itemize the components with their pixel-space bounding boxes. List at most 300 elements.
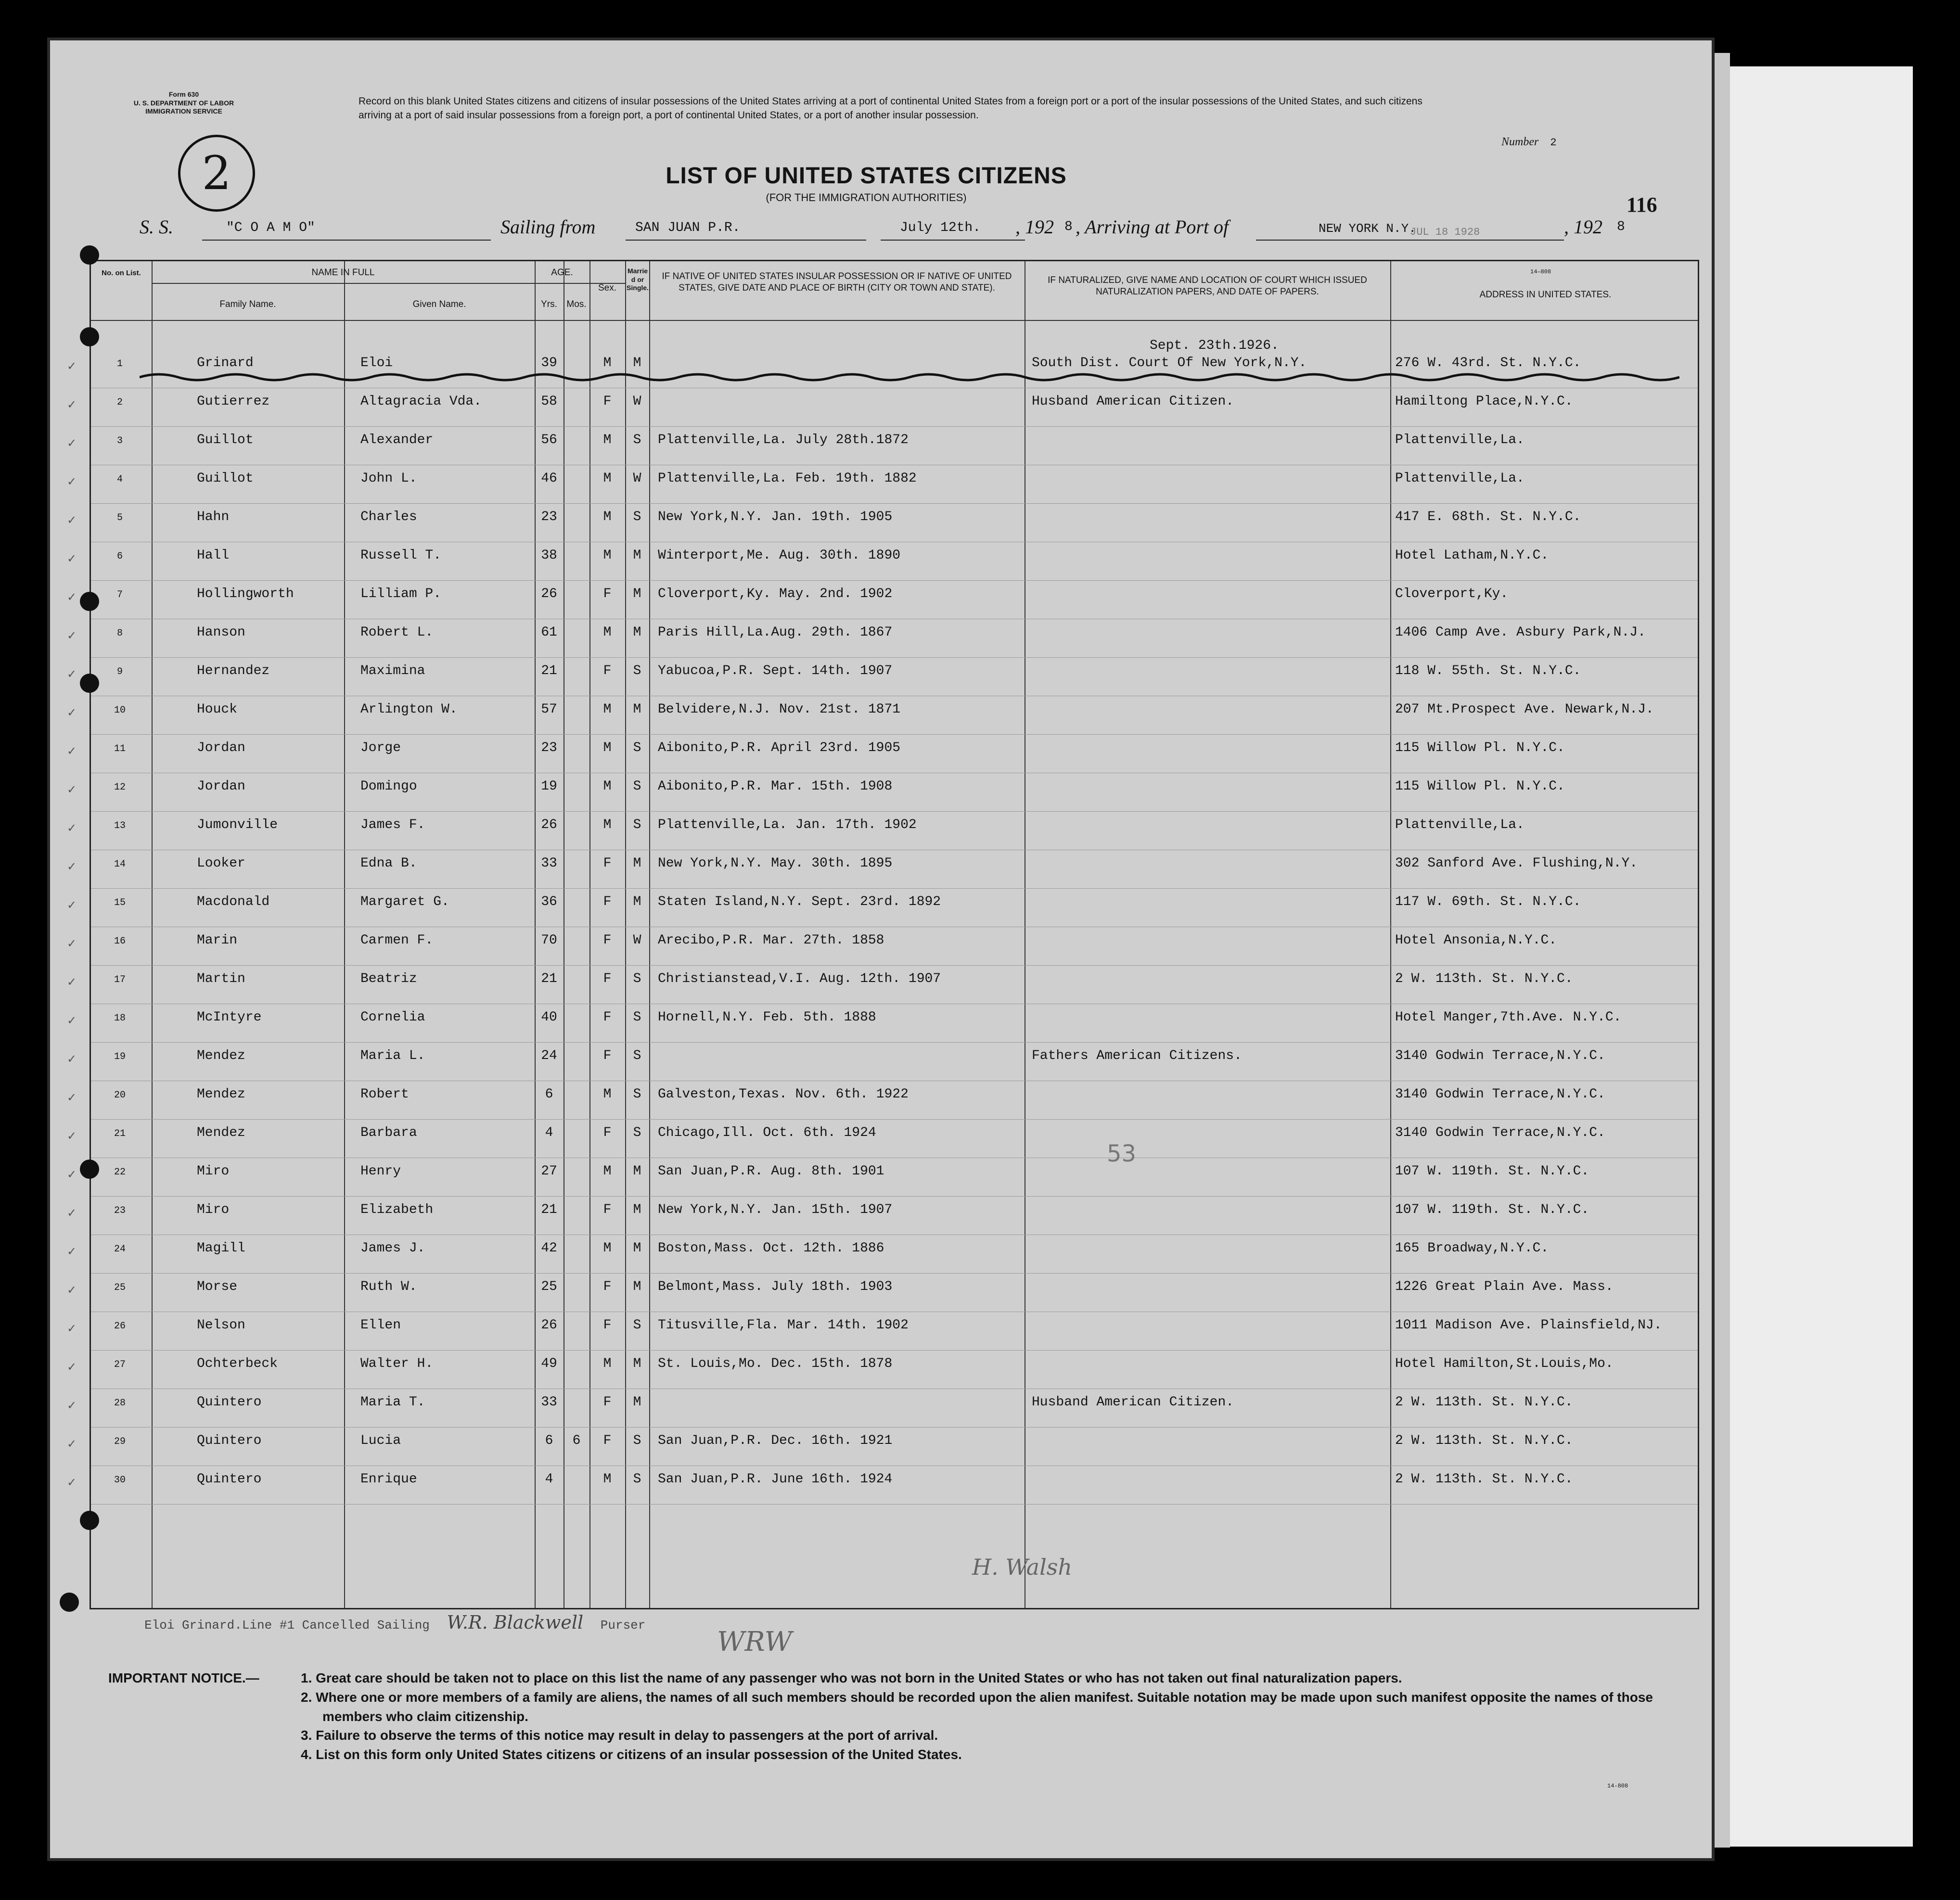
marital-status: S	[633, 817, 641, 832]
family-name: McIntyre	[197, 1010, 262, 1025]
birth-place-date: Galveston,Texas. Nov. 6th. 1922	[658, 1087, 909, 1102]
passenger-table	[67, 260, 1699, 1609]
table-row	[67, 1312, 1698, 1351]
age-years: 40	[541, 1010, 557, 1025]
address: 2 W. 113th. St. N.Y.C.	[1395, 1395, 1573, 1410]
marital-status: S	[633, 663, 641, 678]
age-years: 6	[545, 1087, 553, 1102]
row-number: 16	[114, 936, 126, 947]
address: 115 Willow Pl. N.Y.C.	[1395, 779, 1565, 794]
age-years: 33	[541, 1395, 557, 1410]
address: 107 W. 119th. St. N.Y.C.	[1395, 1202, 1589, 1217]
family-name: Hollingworth	[197, 587, 294, 601]
naturalization: Husband American Citizen.	[1032, 394, 1234, 409]
check-mark-icon: ✓	[67, 860, 77, 873]
age-years: 49	[541, 1356, 557, 1371]
punch-hole	[60, 1593, 79, 1612]
check-mark-icon: ✓	[67, 1322, 77, 1335]
birth-place-date: New York,N.Y. May. 30th. 1895	[658, 856, 893, 871]
sex: M	[603, 1356, 612, 1371]
check-mark-icon: ✓	[67, 1437, 77, 1451]
given-name: Henry	[360, 1164, 401, 1179]
address: 3140 Godwin Terrace,N.Y.C.	[1395, 1048, 1605, 1063]
row-number: 10	[114, 705, 126, 716]
table-row	[67, 735, 1698, 773]
marital-status: S	[633, 1010, 641, 1025]
address: 3140 Godwin Terrace,N.Y.C.	[1395, 1125, 1605, 1140]
table-row	[67, 1004, 1698, 1043]
given-name: Jorge	[360, 740, 401, 755]
age-years: 19	[541, 779, 557, 794]
given-name: Cornelia	[360, 1010, 425, 1025]
check-mark-icon: ✓	[67, 1476, 77, 1489]
check-mark-icon: ✓	[67, 1168, 77, 1181]
year-prefix-1: , 192	[1015, 216, 1054, 238]
birth-place-date: Christianstead,V.I. Aug. 12th. 1907	[658, 971, 941, 986]
given-name: Lilliam P.	[360, 587, 442, 601]
next-page-edge	[1711, 66, 1913, 1847]
given-name: Robert L.	[360, 625, 434, 640]
punch-hole	[80, 1511, 99, 1530]
notice-item: 3. Failure to observe the terms of this notice may result in delay to passengers at the port of arrival.	[301, 1728, 938, 1743]
marital-status: S	[633, 1318, 641, 1333]
inspector-initials: WRW	[717, 1626, 793, 1658]
marital-status: M	[633, 702, 641, 717]
sex: M	[603, 817, 612, 832]
table-row	[67, 850, 1698, 889]
naturalization-date: Sept. 23th.1926.	[1150, 338, 1279, 353]
birth-place-date: St. Louis,Mo. Dec. 15th. 1878	[658, 1356, 893, 1371]
age-years: 24	[541, 1048, 557, 1063]
family-name: Jordan	[197, 779, 245, 794]
naturalization: Fathers American Citizens.	[1032, 1048, 1242, 1063]
departure-port: SAN JUAN P.R.	[635, 220, 741, 235]
form-instructions: Record on this blank United States citizens and citizens of insular possessions of the United States arriving at a port of continental United States from a foreign port or a port of the insular possessions of the United States, and such citizens arriving at a port of said insular possessions from a foreign port, a port of continental United States, or a port of another insular possession.	[359, 96, 1422, 121]
table-row	[67, 696, 1698, 735]
given-name: Ellen	[360, 1318, 401, 1333]
age-years: 26	[541, 1318, 557, 1333]
check-mark-icon: ✓	[67, 1129, 77, 1143]
check-mark-icon: ✓	[67, 783, 77, 796]
check-mark-icon: ✓	[67, 898, 77, 912]
birth-place-date: Plattenville,La. July 28th.1872	[658, 433, 909, 447]
header-no: No. on List.	[102, 269, 141, 277]
header-family-name: Family Name.	[219, 299, 276, 309]
row-number: 29	[114, 1436, 126, 1447]
sex: F	[603, 1433, 612, 1448]
sex: F	[603, 663, 612, 678]
family-name: Morse	[197, 1279, 238, 1294]
punch-hole	[80, 245, 99, 265]
age-years: 38	[541, 548, 557, 563]
header-rule	[91, 320, 1698, 321]
row-number: 19	[114, 1051, 126, 1062]
marital-status: W	[633, 471, 641, 486]
given-name: John L.	[360, 471, 417, 486]
check-mark-icon: ✓	[67, 975, 77, 989]
check-mark-icon: ✓	[67, 398, 77, 411]
arrival-date-stamp: JUL 18 1928	[1410, 226, 1480, 238]
marital-status: M	[633, 1202, 641, 1217]
family-name: Miro	[197, 1202, 230, 1217]
age-years: 4	[545, 1472, 553, 1487]
arriving-label: , Arriving at Port of	[1076, 216, 1229, 238]
age-years: 46	[541, 471, 557, 486]
address: Hotel Ansonia,N.Y.C.	[1395, 933, 1557, 948]
table-row	[67, 773, 1698, 812]
sex: F	[603, 394, 612, 409]
address: Plattenville,La.	[1395, 433, 1524, 447]
family-name: Nelson	[197, 1318, 245, 1333]
row-number: 20	[114, 1090, 126, 1101]
given-name: Alexander	[360, 433, 434, 447]
sex: M	[603, 740, 612, 755]
sex: F	[603, 1010, 612, 1025]
row-number: 24	[114, 1244, 126, 1255]
birth-place-date: Cloverport,Ky. May. 2nd. 1902	[658, 587, 893, 601]
family-name: Hanson	[197, 625, 245, 640]
age-years: 21	[541, 1202, 557, 1217]
sex: F	[603, 1395, 612, 1410]
address: 207 Mt.Prospect Ave. Newark,N.J.	[1395, 702, 1654, 717]
family-name: Mendez	[197, 1087, 245, 1102]
sex: M	[603, 625, 612, 640]
birth-place-date: Titusville,Fla. Mar. 14th. 1902	[658, 1318, 909, 1333]
sex: F	[603, 1202, 612, 1217]
cancellation-strike	[140, 370, 1679, 384]
family-name: Hernandez	[197, 663, 270, 678]
given-name: Lucia	[360, 1433, 401, 1448]
address: Hotel Manger,7th.Ave. N.Y.C.	[1395, 1010, 1622, 1025]
given-name: Maria T.	[360, 1395, 425, 1410]
birth-place-date: Plattenville,La. Jan. 17th. 1902	[658, 817, 917, 832]
header-subrule	[152, 283, 625, 284]
marital-status: S	[633, 1087, 641, 1102]
check-mark-icon: ✓	[67, 744, 77, 758]
sex: M	[603, 1087, 612, 1102]
header-mos: Mos.	[566, 299, 587, 309]
family-name: Guillot	[197, 471, 254, 486]
sex: F	[603, 1318, 612, 1333]
notice-lead: IMPORTANT NOTICE.—	[108, 1670, 259, 1685]
sex: M	[603, 1241, 612, 1256]
sex: F	[603, 933, 612, 948]
birth-place-date: New York,N.Y. Jan. 15th. 1907	[658, 1202, 893, 1217]
check-mark-icon: ✓	[67, 475, 77, 488]
inspector-signature: H. Walsh	[972, 1554, 1073, 1580]
ship-underline	[202, 240, 491, 241]
sex: M	[603, 356, 612, 370]
sex: M	[603, 779, 612, 794]
sex: F	[603, 894, 612, 909]
age-years: 23	[541, 740, 557, 755]
check-mark-icon: ✓	[67, 706, 77, 719]
address: 2 W. 113th. St. N.Y.C.	[1395, 1472, 1573, 1487]
form-identifier: Form 630 U. S. DEPARTMENT OF LABOR IMMIGRATION SERVICE	[133, 90, 234, 115]
address: Hotel Hamilton,St.Louis,Mo.	[1395, 1356, 1614, 1371]
port-underline	[1256, 240, 1564, 241]
age-years: 57	[541, 702, 557, 717]
check-mark-icon: ✓	[67, 1245, 77, 1258]
check-mark-icon: ✓	[67, 552, 77, 565]
birth-place-date: Belmont,Mass. July 18th. 1903	[658, 1279, 893, 1294]
family-name: Hall	[197, 548, 230, 563]
table-row	[67, 504, 1698, 542]
row-number: 28	[114, 1398, 126, 1409]
page-subtitle: (FOR THE IMMIGRATION AUTHORITIES)	[766, 191, 967, 204]
table-row	[67, 812, 1698, 850]
birth-place-date: San Juan,P.R. Aug. 8th. 1901	[658, 1164, 884, 1179]
row-number: 6	[116, 551, 123, 562]
marital-status: M	[633, 856, 641, 871]
check-mark-icon: ✓	[67, 1091, 77, 1104]
table-row	[67, 927, 1698, 966]
check-mark-icon: ✓	[67, 821, 77, 835]
family-name: Marin	[197, 933, 238, 948]
table-row	[67, 1428, 1698, 1466]
marital-status: S	[633, 779, 641, 794]
arrival-year: 8	[1617, 219, 1625, 234]
row-number: 25	[114, 1282, 126, 1293]
address: 276 W. 43rd. St. N.Y.C.	[1395, 356, 1581, 370]
header-married-single: Married or Single.	[627, 267, 649, 292]
address: 1011 Madison Ave. Plainsfield,NJ.	[1395, 1318, 1662, 1333]
sex: M	[603, 702, 612, 717]
marital-status: S	[633, 1433, 641, 1448]
age-years: 39	[541, 356, 557, 370]
given-name: Elizabeth	[360, 1202, 434, 1217]
table-row	[67, 388, 1698, 427]
sailing-year: 8	[1064, 219, 1073, 234]
address: Plattenville,La.	[1395, 817, 1524, 832]
given-name: Margaret G.	[360, 894, 449, 909]
address: Plattenville,La.	[1395, 471, 1524, 486]
marital-status: M	[633, 1164, 641, 1179]
sex: M	[603, 1164, 612, 1179]
row-number: 21	[114, 1128, 126, 1139]
row-number: 9	[116, 666, 123, 677]
given-name: Beatriz	[360, 971, 417, 986]
age-years: 23	[541, 510, 557, 524]
address: Cloverport,Ky.	[1395, 587, 1509, 601]
check-mark-icon: ✓	[67, 937, 77, 950]
arrival-port: NEW YORK N.Y.	[1319, 221, 1416, 236]
address: 2 W. 113th. St. N.Y.C.	[1395, 1433, 1573, 1448]
notice-item: 4. List on this form only United States citizens or citizens of an insular possession of the United States.	[301, 1747, 962, 1762]
table-row	[67, 1351, 1698, 1389]
birth-place-date: Boston,Mass. Oct. 12th. 1886	[658, 1241, 884, 1256]
punch-hole	[80, 674, 99, 693]
family-name: Macdonald	[197, 894, 270, 909]
given-name: Charles	[360, 510, 417, 524]
sailing-from-label: Sailing from	[500, 216, 596, 238]
family-name: Gutierrez	[197, 394, 270, 409]
age-years: 21	[541, 971, 557, 986]
header-age: AGE.	[551, 268, 573, 278]
marital-status: M	[633, 587, 641, 601]
check-mark-icon: ✓	[67, 513, 77, 527]
date-underline	[881, 240, 1025, 241]
ss-label: S. S.	[140, 216, 173, 238]
list-number: Number 2	[1501, 136, 1557, 149]
age-years: 36	[541, 894, 557, 909]
stamp-form-code: 14—808	[1530, 268, 1551, 275]
check-mark-icon: ✓	[67, 1206, 77, 1220]
birth-place-date: Hornell,N.Y. Feb. 5th. 1888	[658, 1010, 876, 1025]
purser-signature: W.R. Blackwell	[447, 1612, 584, 1633]
address: Hamiltong Place,N.Y.C.	[1395, 394, 1573, 409]
address: 417 E. 68th. St. N.Y.C.	[1395, 510, 1581, 524]
row-number: 5	[116, 512, 123, 523]
age-years: 4	[545, 1125, 553, 1140]
check-mark-icon: ✓	[67, 1399, 77, 1412]
age-months: 6	[572, 1433, 581, 1448]
table-row	[67, 619, 1698, 658]
given-name: Altagracia Vda.	[360, 394, 482, 409]
marital-status: S	[633, 1125, 641, 1140]
header-address: ADDRESS IN UNITED STATES.	[1479, 290, 1612, 300]
table-row	[67, 542, 1698, 581]
birth-place-date: Chicago,Ill. Oct. 6th. 1924	[658, 1125, 876, 1140]
age-years: 26	[541, 817, 557, 832]
family-name: Looker	[197, 856, 245, 871]
marital-status: W	[633, 933, 641, 948]
address: 118 W. 55th. St. N.Y.C.	[1395, 663, 1581, 678]
punch-hole	[80, 327, 99, 346]
row-number: 23	[114, 1205, 126, 1216]
punch-hole	[80, 592, 99, 611]
marital-status: M	[633, 1395, 641, 1410]
row-number: 14	[114, 859, 126, 870]
address: 1226 Great Plain Ave. Mass.	[1395, 1279, 1614, 1294]
address: 3140 Godwin Terrace,N.Y.C.	[1395, 1087, 1605, 1102]
header-given-name: Given Name.	[412, 299, 466, 309]
marital-status: S	[633, 1048, 641, 1063]
table-row	[67, 1466, 1698, 1505]
given-name: Edna B.	[360, 856, 417, 871]
marital-status: S	[633, 740, 641, 755]
marital-status: M	[633, 1279, 641, 1294]
row-number: 2	[116, 397, 123, 408]
marital-status: M	[633, 1241, 641, 1256]
sex: F	[603, 587, 612, 601]
table-row	[67, 1120, 1698, 1158]
margin-number-stamp: 53	[1107, 1140, 1137, 1167]
given-name: Carmen F.	[360, 933, 434, 948]
header-name-in-full: NAME IN FULL	[311, 268, 375, 278]
family-name: Grinard	[197, 356, 254, 370]
age-years: 21	[541, 663, 557, 678]
row-number: 15	[114, 897, 126, 908]
sex: M	[603, 548, 612, 563]
purser-role: Purser	[600, 1618, 646, 1632]
row-number: 11	[114, 743, 126, 754]
table-row	[67, 966, 1698, 1004]
row-number: 13	[114, 820, 126, 831]
given-name: James F.	[360, 817, 425, 832]
row-number: 1	[116, 358, 123, 370]
family-name: Jumonville	[197, 817, 278, 832]
header-birth: IF NATIVE OF UNITED STATES INSULAR POSSESSION OR IF NATIVE OF UNITED STATES, GIVE DATE AND PLACE OF BIRTH (CITY OR TOWN AND STATE).	[662, 271, 1012, 293]
sex: F	[603, 1125, 612, 1140]
age-years: 27	[541, 1164, 557, 1179]
birth-place-date: Arecibo,P.R. Mar. 27th. 1858	[658, 933, 884, 948]
sex: M	[603, 510, 612, 524]
family-name: Quintero	[197, 1433, 262, 1448]
year-prefix-2: , 192	[1564, 216, 1602, 238]
address: 107 W. 119th. St. N.Y.C.	[1395, 1164, 1589, 1179]
age-years: 26	[541, 587, 557, 601]
address: 2 W. 113th. St. N.Y.C.	[1395, 971, 1573, 986]
table-row	[67, 1197, 1698, 1235]
table-row	[67, 1158, 1698, 1197]
check-mark-icon: ✓	[67, 1052, 77, 1066]
given-name: Enrique	[360, 1472, 417, 1487]
circled-sheet-number: 2	[178, 135, 255, 212]
sex: F	[603, 1279, 612, 1294]
table-row	[67, 658, 1698, 696]
family-name: Houck	[197, 702, 238, 717]
address: 1406 Camp Ave. Asbury Park,N.J.	[1395, 625, 1646, 640]
table-row	[67, 1389, 1698, 1428]
age-years: 6	[545, 1433, 553, 1448]
birth-place-date: Aibonito,P.R. April 23rd. 1905	[658, 740, 901, 755]
marital-status: M	[633, 356, 641, 370]
given-name: Walter H.	[360, 1356, 434, 1371]
form-code: 14-808	[1607, 1783, 1628, 1789]
table-row	[67, 1274, 1698, 1312]
family-name: Martin	[197, 971, 245, 986]
punch-hole	[80, 1160, 99, 1179]
table-row	[67, 1235, 1698, 1274]
row-number: 8	[116, 628, 123, 639]
birth-place-date: Aibonito,P.R. Mar. 15th. 1908	[658, 779, 893, 794]
given-name: Barbara	[360, 1125, 417, 1140]
address: 115 Willow Pl. N.Y.C.	[1395, 740, 1565, 755]
sex: F	[603, 856, 612, 871]
address: Hotel Latham,N.Y.C.	[1395, 548, 1549, 563]
given-name: Eloi	[360, 356, 393, 370]
given-name: Maria L.	[360, 1048, 425, 1063]
address: 302 Sanford Ave. Flushing,N.Y.	[1395, 856, 1638, 871]
page-title: LIST OF UNITED STATES CITIZENS	[666, 163, 1067, 189]
table-row	[67, 465, 1698, 504]
birth-place-date: Yabucoa,P.R. Sept. 14th. 1907	[658, 663, 893, 678]
sex: M	[603, 1472, 612, 1487]
sex: M	[603, 433, 612, 447]
table-row	[67, 581, 1698, 619]
row-number: 4	[116, 474, 123, 485]
row-rule	[91, 1504, 1698, 1505]
birth-place-date: New York,N.Y. Jan. 19th. 1905	[658, 510, 893, 524]
check-mark-icon: ✓	[67, 359, 77, 373]
family-name: Ochterbeck	[197, 1356, 278, 1371]
header-naturalized: IF NATURALIZED, GIVE NAME AND LOCATION OF COURT WHICH ISSUED NATURALIZATION PAPERS, AND DATE OF PAPERS.	[1048, 275, 1367, 297]
age-years: 70	[541, 933, 557, 948]
given-name: Maximina	[360, 663, 425, 678]
check-mark-icon: ✓	[67, 629, 77, 642]
table-row	[67, 1043, 1698, 1081]
birth-place-date: Belvidere,N.J. Nov. 21st. 1871	[658, 702, 901, 717]
birth-place-date: Staten Island,N.Y. Sept. 23rd. 1892	[658, 894, 941, 909]
marital-status: S	[633, 1472, 641, 1487]
row-number: 17	[114, 974, 126, 985]
sex: F	[603, 1048, 612, 1063]
age-years: 25	[541, 1279, 557, 1294]
row-number: 22	[114, 1167, 126, 1178]
table-row	[67, 427, 1698, 465]
family-name: Guillot	[197, 433, 254, 447]
